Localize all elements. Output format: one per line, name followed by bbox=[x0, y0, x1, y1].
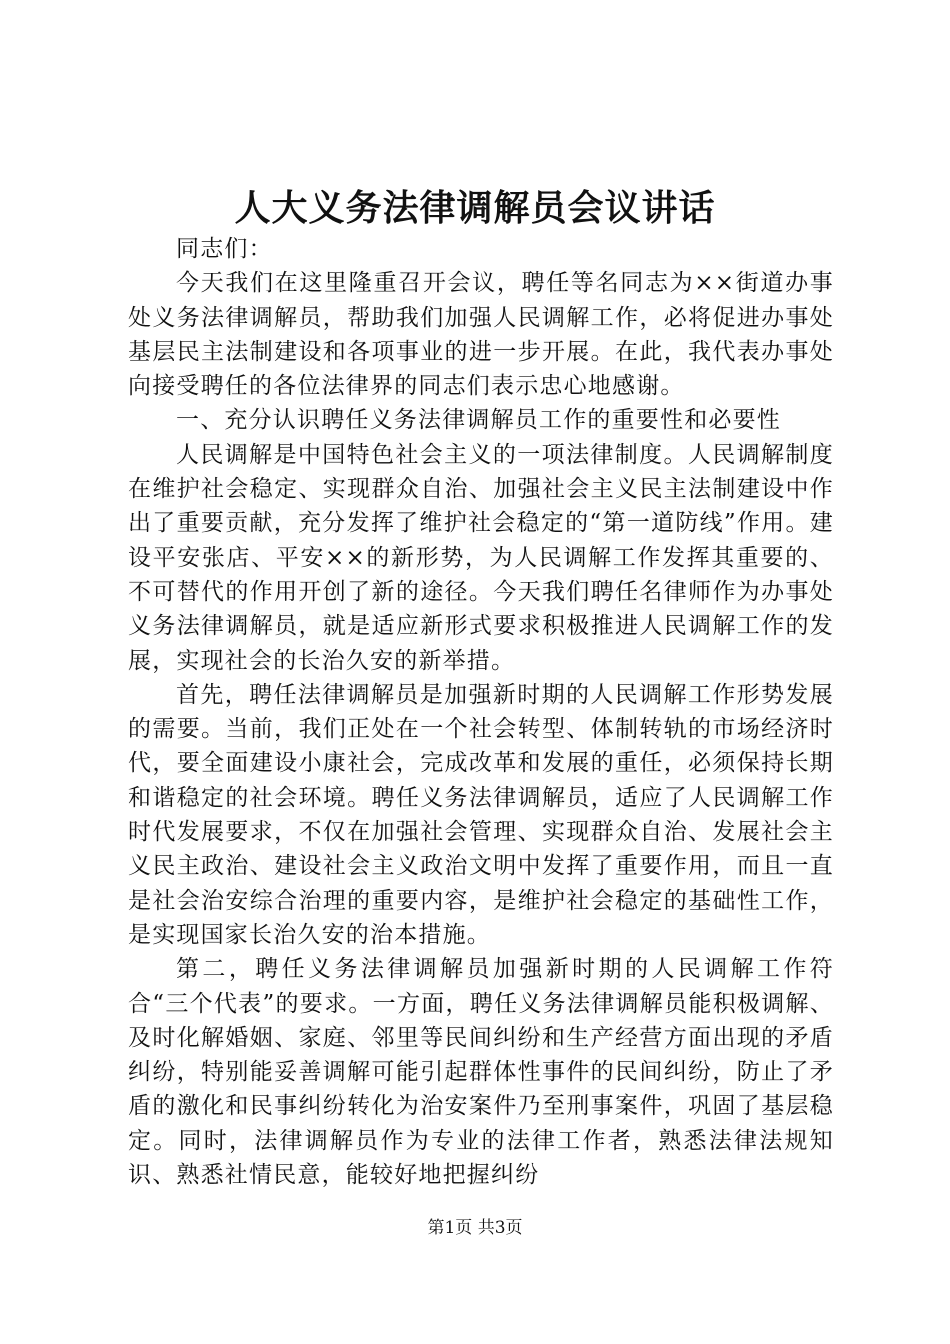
document-body bbox=[128, 232, 834, 1192]
section-heading: 一、充分认识聘任义务法律调解员工作的重要性和必要性 bbox=[176, 407, 781, 434]
document-title: 人大义务法律调解员会议讲话 bbox=[234, 187, 716, 229]
body-paragraph: 第二，聘任义务法律调解员加强新时期的人民调解工作符合“三个代表”的要求。一方面，聘任义务法律调解员能积极调解、及时化解婚姻、家庭、邻里等民间纠纷和生产经营方面出现的矛盾纠纷，特别能妥善调解可能引起群体性事件的民间纠纷，防止了矛盾的激化和民事纠纷转化为治安案件乃至刑事案件，巩固了基层稳定。同时，法律调解员作为专业的法律工作者，熟悉法律法规知识、熟悉社情民意，能较好地把握纠纷 bbox=[128, 956, 834, 1189]
body-paragraph: 首先，聘任法律调解员是加强新时期的人民调解工作形势发展的需要。当前，我们正处在一个社会转型、体制转轨的市场经济时代，要全面建设小康社会，完成改革和发展的重任，必须保持长期和谐稳定的社会环境。聘任义务法律调解员，适应了人民调解工作时代发展要求，不仅在加强社会管理、实现群众自治、发展社会主义民主政治、建设社会主义政治文明中发挥了重要作用，而且一直是社会治安综合治理的重要内容，是维护社会稳定的基础性工作，是实现国家长治久安的治本措施。 bbox=[128, 681, 834, 948]
opening-paragraph: 今天我们在这里隆重召开会议，聘任等名同志为××街道办事处义务法律调解员，帮助我们加强人民调解工作，必将促进办事处基层民主法制建设和各项事业的进一步开展。在此，我代表办事处向接受聘任的各位法律界的同志们表示忠心地感谢。 bbox=[128, 270, 834, 400]
page-number-footer: 第1页 共3页 bbox=[427, 1218, 523, 1238]
body-paragraph: 人民调解是中国特色社会主义的一项法律制度。人民调解制度在维护社会稳定、实现群众自治、加强社会主义民主法制建设中作出了重要贡献，充分发挥了维护社会稳定的“第一道防线”作用。建设平安张店、平安××的新形势，为人民调解工作发挥其重要的、不可替代的作用开创了新的途径。今天我们聘任名律师作为办事处义务法律调解员，就是适应新形式要求积极推进人民调解工作的发展，实现社会的长治久安的新举措。 bbox=[128, 441, 834, 674]
salutation-paragraph: 同志们： bbox=[176, 236, 273, 262]
